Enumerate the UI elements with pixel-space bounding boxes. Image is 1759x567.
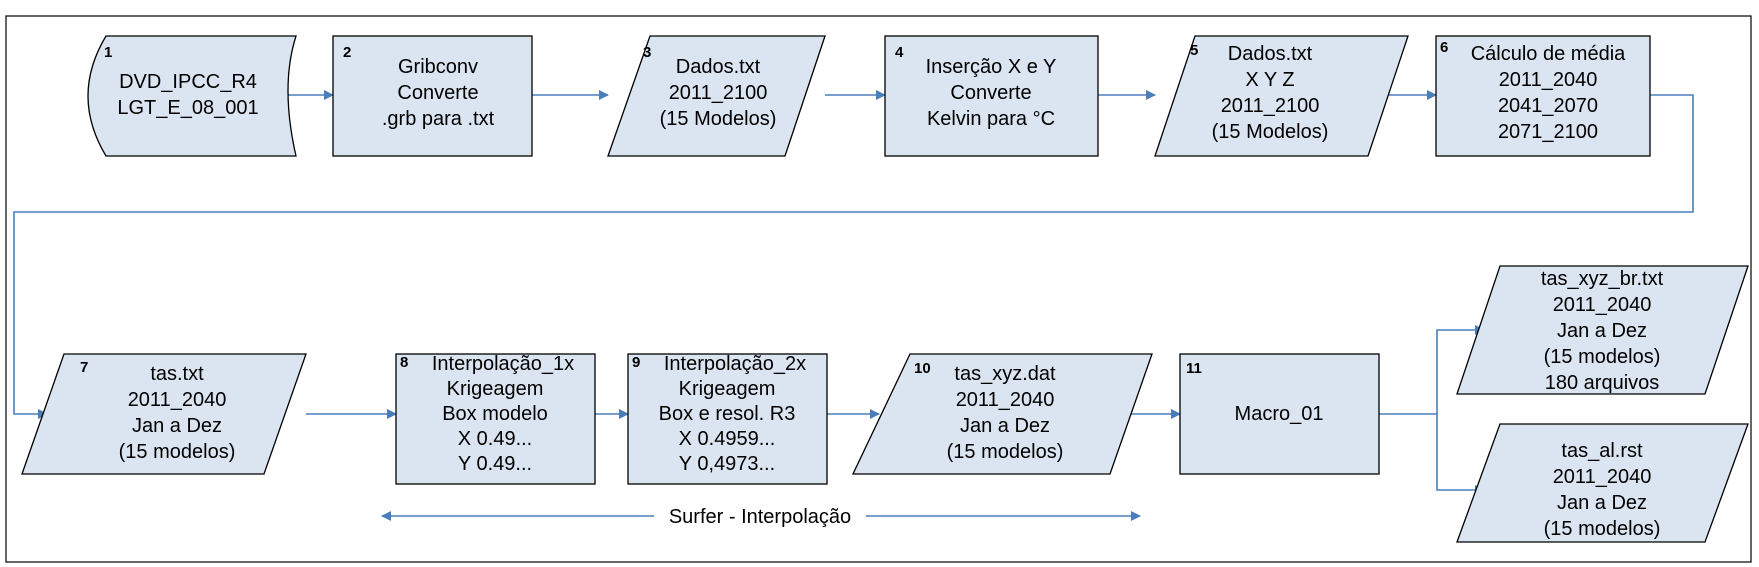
node-1-line: LGT_E_08_001: [117, 97, 259, 119]
node-number: 6: [1440, 39, 1449, 56]
stored-data-shape: [88, 36, 296, 156]
node-5-line: X Y Z: [1245, 69, 1295, 91]
node-4-line: Inserção X e Y: [925, 56, 1057, 78]
node-8-line: Krigeagem: [446, 378, 544, 400]
node-13-line: 2011_2040: [1552, 466, 1652, 488]
node-10-line: Jan a Dez: [959, 415, 1051, 437]
node-9-line: Box e resol. R3: [658, 403, 796, 425]
node-10-line: (15 modelos): [946, 441, 1064, 463]
node-8-line: Interpolação_1x: [431, 353, 575, 375]
node-9-line: Y 0,4973...: [678, 453, 776, 475]
node-9-line: X 0.4959...: [678, 428, 776, 450]
node-4-line: Converte: [950, 82, 1032, 104]
node-5-line: 2011_2100: [1220, 95, 1320, 117]
node-9-line: Interpolação_2x: [663, 353, 807, 375]
node-number: 4: [895, 44, 904, 61]
node-10-line: 2011_2040: [955, 389, 1055, 411]
node-number: 10: [914, 360, 931, 377]
node-13-line: tas_al.rst: [1561, 440, 1643, 462]
node-number: 9: [632, 354, 641, 371]
node-7-line: tas.txt: [150, 363, 204, 385]
node-10-line: tas_xyz.dat: [954, 363, 1056, 385]
node-6-line: 2011_2040: [1498, 69, 1598, 91]
node-number: 7: [80, 359, 89, 376]
connector-11-13: [1437, 414, 1484, 490]
surfer-label: Surfer - Interpolação: [668, 506, 852, 528]
node-6-line: 2071_2100: [1497, 121, 1599, 143]
node-9-line: Krigeagem: [678, 378, 776, 400]
node-12-line: 180 arquivos: [1544, 372, 1660, 394]
node-3-line: Dados.txt: [675, 56, 761, 78]
node-2-line: Gribconv: [397, 56, 479, 78]
node-8-line: Y 0.49...: [457, 453, 533, 475]
node-number: 2: [343, 44, 352, 61]
node-7-line: Jan a Dez: [131, 415, 223, 437]
node-8-line: Box modelo: [442, 403, 548, 425]
node-12-line: (15 modelos): [1543, 346, 1661, 368]
node-5-line: Dados.txt: [1227, 43, 1313, 65]
node-number: 11: [1186, 360, 1202, 377]
node-7-line: 2011_2040: [127, 389, 227, 411]
node-number: 8: [400, 354, 409, 371]
node-2-line: .grb para .txt: [381, 108, 495, 130]
node-1-line: DVD_IPCC_R4: [119, 71, 257, 93]
node-11-line: Macro_01: [1234, 403, 1324, 425]
node-1: [88, 36, 296, 156]
node-7-line: (15 modelos): [118, 441, 236, 463]
node-12-line: 2011_2040: [1552, 294, 1652, 316]
node-3-line: 2011_2100: [668, 82, 768, 104]
node-3-line: (15 Modelos): [659, 108, 777, 130]
node-number: 1: [104, 44, 113, 61]
node-12-line: Jan a Dez: [1556, 320, 1648, 342]
node-5-line: (15 Modelos): [1211, 121, 1329, 143]
node-6-line: Cálculo de média: [1470, 43, 1626, 65]
node-12-line: tas_xyz_br.txt: [1540, 268, 1664, 290]
node-2-line: Converte: [397, 82, 479, 104]
node-6-line: 2041_2070: [1497, 95, 1599, 117]
node-13-line: Jan a Dez: [1556, 492, 1648, 514]
node-number: 5: [1190, 42, 1199, 59]
node-13-line: (15 modelos): [1543, 518, 1661, 540]
node-number: 3: [643, 44, 652, 61]
node-4-line: Kelvin para °C: [926, 108, 1056, 130]
node-8-line: X 0.49...: [457, 428, 533, 450]
